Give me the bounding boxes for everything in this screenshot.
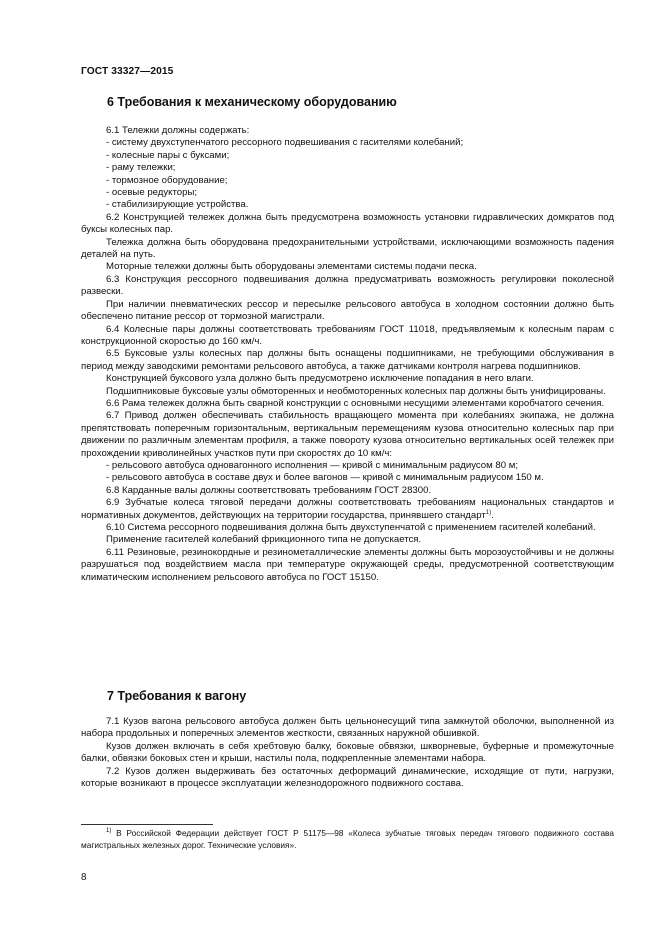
paragraph: Кузов должен включать в себя хребтовую балку, боковые обвязки, шкворневые, буферные и промежуточные балки, обвязки боковых стен и крыши, настилы пола, подкрепленные элементами набора. bbox=[81, 740, 614, 765]
document-header: ГОСТ 33327—2015 bbox=[81, 66, 174, 77]
section-6-body bbox=[81, 125, 614, 584]
paragraph: Применение гасителей колебаний фрикционного типа не допускается. bbox=[106, 534, 422, 546]
footnote bbox=[81, 828, 614, 851]
paragraph: 7.1 Кузов вагона рельсового автобуса должен быть цельнонесущий типа замкнутой оболочки, выполненной из набора продольных и поперечных элементов жесткости, связанных наружной обшивкой. bbox=[81, 716, 614, 740]
paragraph: 7.2 Кузов должен выдерживать без остаточных деформаций динамические, исходящие от пути, нагрузки, которые возникают в процессе эксплуатации железнодорожного подвижного состава. bbox=[81, 765, 614, 790]
paragraph: Тележка должна быть оборудована предохранительными устройствами, исключающими возможность падения деталей на путь. bbox=[81, 236, 614, 261]
paragraph: Конструкцией буксового узла должно быть предусмотрено исключение попадания в него влаги. bbox=[106, 373, 534, 385]
section-7-body bbox=[81, 716, 614, 790]
list-item: - осевые редукторы; bbox=[106, 187, 197, 199]
list-item: - стабилизирующие устройства. bbox=[106, 199, 249, 211]
paragraph: 6.1 Тележки должны содержать: bbox=[106, 125, 250, 136]
list-item: - рельсового автобуса в составе двух и более вагонов — кривой с минимальным радиусом 150 м. bbox=[106, 472, 544, 484]
paragraph: Моторные тележки должны быть оборудованы элементами системы подачи песка. bbox=[106, 261, 477, 273]
list-item: - раму тележки; bbox=[106, 162, 176, 174]
paragraph: Подшипниковые буксовые узлы обмоторенных и необмоторенных колесных пар должны быть унифицированы. bbox=[106, 385, 606, 397]
paragraph-with-footnote: 6.9 Зубчатые колеса тяговой передачи должны соответствовать требованиям национальных стандартов и нормативных документов, действующих на территории государства, принявшего стандарт$^{1)}$. bbox=[81, 497, 614, 521]
list-item: - тормозное оборудование; bbox=[106, 174, 228, 186]
paragraph: 6.5 Буксовые узлы колесных пар должны быть оснащены подшипниками, не требующими обслуживания в период между заводскими ремонтами рельсового автобуса, а также датчиками контроля нагрева подшипников. bbox=[81, 348, 614, 372]
paragraph: 6.2 Конструкцией тележек должна быть предусмотрена возможность установки гидравлических домкратов под буксы колесных пар. bbox=[81, 211, 614, 236]
paragraph: 6.4 Колесные пары должны соответствовать требованиям ГОСТ 11018, предъявляемым к колесным парам с конструкционной скоростью до 160 км/ч. bbox=[81, 323, 614, 347]
paragraph: 6.3 Конструкция рессорного подвешивания должна предусматривать возможность регулировки поколесной развески. bbox=[81, 273, 614, 298]
paragraph: 6.10 Система рессорного подвешивания должна быть двухступенчатой с применением гасителей колебаний. bbox=[106, 522, 596, 533]
footnote-mark: 1) bbox=[106, 828, 112, 835]
footnote-text: В Российской Федерации действует ГОСТ Р 51175—98 «Колеса зубчатые тяговых передач тягового подвижного состава магистральных железных дорог. Технические условия». bbox=[81, 828, 614, 850]
paragraph: При наличии пневматических рессор и пересылке рельсового автобуса в холодном состоянии должно быть обеспечено питание рессор от тормозной магистрали. bbox=[81, 298, 614, 323]
section-6-title: 6 Требования к механическому оборудованию bbox=[107, 95, 397, 109]
list-item: - колесные пары с буксами; bbox=[106, 149, 230, 161]
paragraph-text: 6.9 Зубчатые колеса тяговой передачи должны соответствовать требованиям национальных стандартов и нормативных документов, действующих на территории государства, принявшего стандарт bbox=[81, 497, 614, 521]
footnote-reference[interactable]: 1) bbox=[485, 509, 492, 516]
paragraph: 6.6 Рама тележек должна быть сварной конструкции с основными несущими элементами коробчатого сечения. bbox=[106, 397, 605, 409]
page-number: 8 bbox=[81, 872, 87, 883]
list-item: - систему двухступенчатого рессорного подвешивания с гасителями колебаний; bbox=[106, 137, 464, 149]
paragraph: 6.8 Карданные валы должны соответствовать требованиям ГОСТ 28300. bbox=[106, 484, 432, 496]
paragraph: 6.11 Резиновые, резинокордные и резинометаллические элементы должны быть морозоустойчивы и не должны разрушаться под воздействием масла при температуре окружающей среды, предусмотренной соответствующим климатическим исполнением рельсового автобуса по ГОСТ 15150. bbox=[81, 546, 614, 583]
paragraph: 6.7 Привод должен обеспечивать стабильность вращающего момента при колебаниях экипажа, не должна препятствовать поперечным горизонтальным, вертикальным перемещениям кузова относительно колесных пар при движении по различным элементам профиля, а также повороту кузова относительно вертикальных осей тележек при прохождении криволинейных участков пути при скоростях до 10 км/ч: bbox=[81, 410, 614, 459]
footnote-divider bbox=[81, 824, 213, 825]
list-item: - рельсового автобуса одновагонного исполнения — кривой с минимальным радиусом 80 м; bbox=[106, 459, 519, 471]
section-7-title: 7 Требования к вагону bbox=[107, 689, 247, 703]
